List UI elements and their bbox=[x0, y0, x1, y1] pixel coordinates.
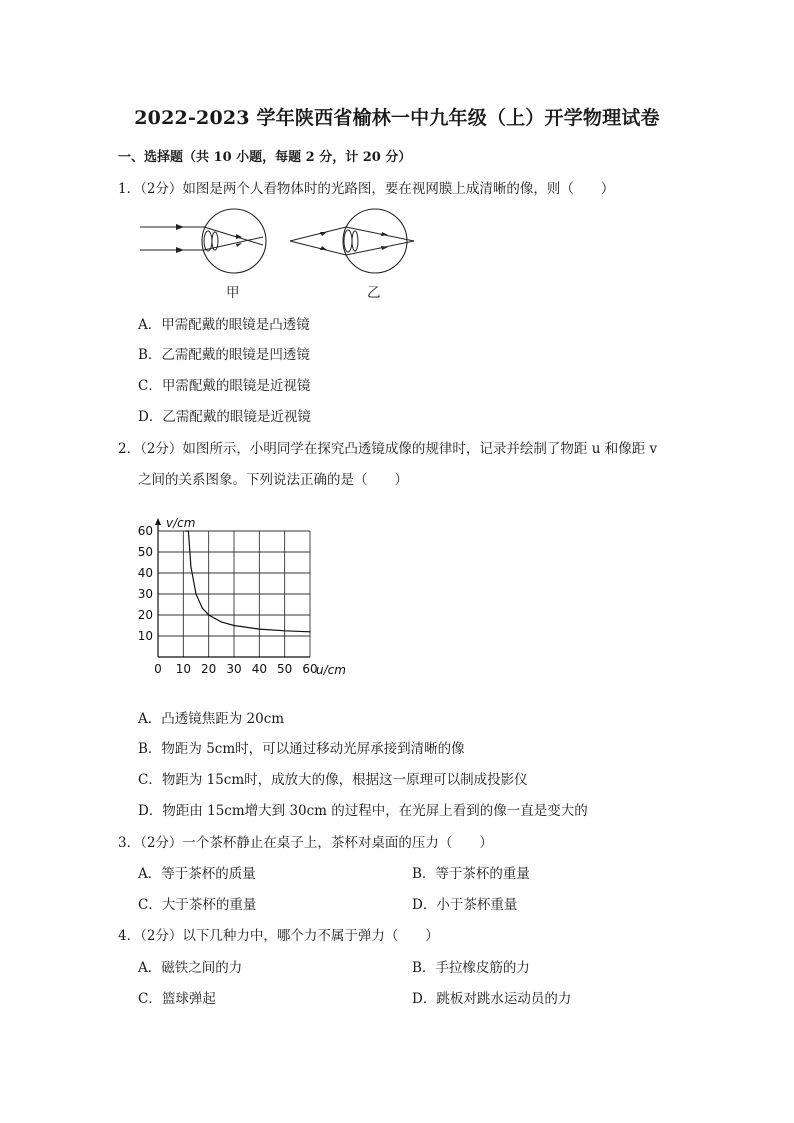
x-tick-label: 0 bbox=[154, 662, 162, 676]
figure-label-yi: 乙 bbox=[367, 285, 381, 301]
y-tick-label: 50 bbox=[137, 545, 153, 559]
y-tick-label: 20 bbox=[137, 608, 153, 622]
uv-point bbox=[195, 593, 196, 594]
q1-option-b[interactable]: B．乙需配戴的眼镜是凹透镜 bbox=[138, 347, 310, 363]
q2-option-b[interactable]: B．物距为 5cm时，可以通过移动光屏承接到清晰的像 bbox=[138, 741, 465, 757]
x-tick-label: 60 bbox=[302, 662, 318, 676]
q1-option-d[interactable]: D．乙需配戴的眼镜是近视镜 bbox=[138, 409, 311, 425]
uv-chart bbox=[130, 505, 370, 685]
q1-option-a[interactable]: A．甲需配戴的眼镜是凸透镜 bbox=[138, 317, 310, 333]
figure-label-jia: 甲 bbox=[226, 285, 240, 301]
section-heading: 一、选择题（共 10 小题，每题 2 分，计 20 分） bbox=[118, 150, 412, 165]
uv-point bbox=[309, 631, 310, 632]
y-tick-label: 10 bbox=[137, 629, 153, 643]
q3-option-c[interactable]: C．大于茶杯的重量 bbox=[138, 897, 257, 913]
uv-point bbox=[221, 621, 222, 622]
q4-option-d[interactable]: D．跳板对跳水运动员的力 bbox=[412, 991, 572, 1007]
q1-option-c[interactable]: C．甲需配戴的眼镜是近视镜 bbox=[138, 378, 311, 394]
uv-point bbox=[188, 530, 189, 531]
y-tick-label: 30 bbox=[137, 587, 153, 601]
uv-point bbox=[259, 628, 260, 629]
question-1-stem: 1．（2分）如图是两个人看物体时的光路图，要在视网膜上成清晰的像，则（ ） bbox=[118, 181, 615, 197]
uv-point bbox=[208, 614, 209, 615]
q2-option-d[interactable]: D．物距由 15cm增大到 30cm 的过程中，在光屏上看到的像一直是变大的 bbox=[138, 803, 588, 819]
uv-point bbox=[202, 607, 203, 608]
x-tick-label: 50 bbox=[277, 662, 293, 676]
question-4-stem: 4．（2分）以下几种力中，哪个力不属于弹力（ ） bbox=[118, 928, 439, 944]
x-tick-label: 40 bbox=[251, 662, 267, 676]
uv-point bbox=[233, 625, 234, 626]
q2-option-a[interactable]: A．凸透镜焦距为 20cm bbox=[138, 711, 285, 727]
x-tick-label: 10 bbox=[175, 662, 191, 676]
y-tick-label: 60 bbox=[137, 524, 153, 538]
page-title: 2022-2023 学年陕西省榆林一中九年级（上）开学物理试卷 bbox=[134, 107, 660, 129]
x-tick-label: 20 bbox=[201, 662, 217, 676]
q2-option-c[interactable]: C．物距为 15cm时，成放大的像，根据这一原理可以制成投影仪 bbox=[138, 772, 528, 788]
q4-option-b[interactable]: B．手拉橡皮筋的力 bbox=[412, 960, 530, 976]
x-axis-label: u/cm bbox=[316, 663, 346, 677]
q3-option-b[interactable]: B．等于茶杯的重量 bbox=[412, 866, 530, 882]
x-tick-label: 30 bbox=[226, 662, 242, 676]
q3-option-d[interactable]: D．小于茶杯重量 bbox=[412, 897, 518, 913]
y-tick-label: 40 bbox=[137, 566, 153, 580]
y-axis-label: v/cm bbox=[166, 516, 196, 530]
q3-option-a[interactable]: A．等于茶杯的质量 bbox=[138, 866, 256, 882]
eye-figure-jia bbox=[140, 209, 266, 273]
question-2-stem-line-2: 之间的关系图象。下列说法正确的是（ ） bbox=[138, 472, 408, 488]
q4-option-a[interactable]: A．磁铁之间的力 bbox=[138, 960, 243, 976]
question-2-stem-line-1: 2．（2分）如图所示，小明同学在探究凸透镜成像的规律时，记录并绘制了物距 u 和像距 v bbox=[118, 441, 658, 457]
uv-point bbox=[185, 530, 186, 531]
uv-point bbox=[190, 566, 191, 567]
uv-point bbox=[284, 630, 285, 631]
eye-figure-yi bbox=[290, 209, 414, 273]
uv-curve bbox=[186, 531, 310, 632]
q4-option-c[interactable]: C．篮球弹起 bbox=[138, 991, 216, 1007]
question-3-stem: 3．（2分）一个茶杯静止在桌子上，茶杯对桌面的压力（ ） bbox=[118, 835, 493, 851]
y-axis-arrow bbox=[155, 518, 161, 525]
